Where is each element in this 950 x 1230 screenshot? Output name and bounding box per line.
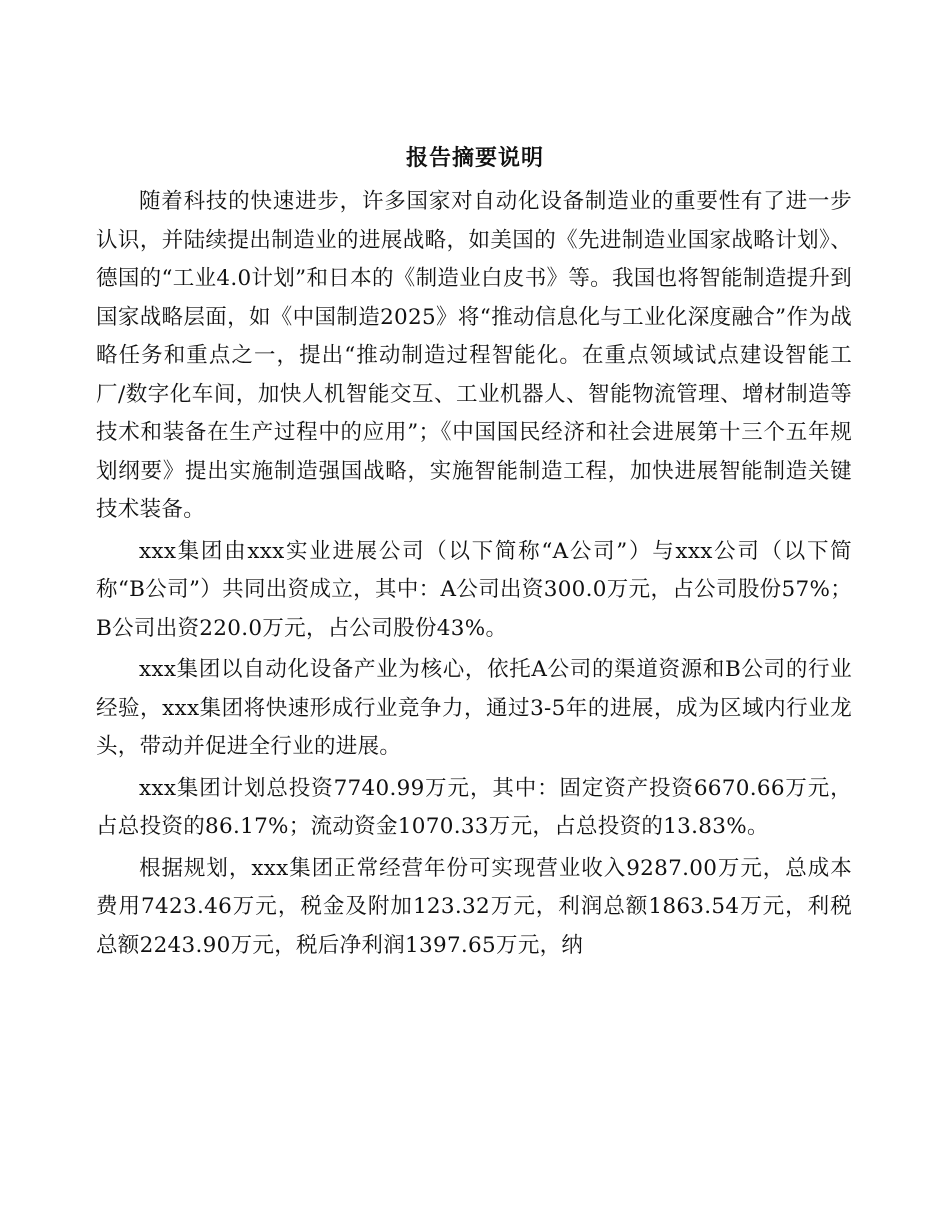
paragraph-strategy: xxx集团以自动化设备产业为核心，依托A公司的渠道资源和B公司的行业经验，xxx集团将快速形成行业竞争力，通过3-5年的进展，成为区域内行业龙头，带动并促进全行业的进展。 — [96, 657, 852, 759]
report-title: 报告摘要说明 — [405, 145, 544, 171]
paragraph-background: 随着科技的快速进步，许多国家对自动化设备制造业的重要性有了进一步认识，并陆续提出制造业的进展战略，如美国的《先进制造业国家战略计划》、德国的“工业4.0计划”和日本的《制造业白皮书》等。我国也将智能制造提升到国家战略层面，如《中国制造2025》将“推动信息化与工业化深度融合”作为战略任务和重点之一，提出“推动制造过程智能化。在重点领域试点建设智能工厂/数字化车间，加快人机智能交互、工业机器人、智能物流管理、增材制造等技术和装备在生产过程中的应用”；《中国国民经济和社会进展第十三个五年规划纲要》提出实施制造强国战略，实施智能制造工程，加快进展智能制造关键技术装备。 — [96, 189, 852, 522]
paragraph-financials: 根据规划，xxx集团正常经营年份可实现营业收入9287.00万元，总成本费用7423.46万元，税金及附加123.32万元，利润总额1863.54万元，利税总额2243.90万元，税后净利润1397.65万元，纳 — [96, 855, 852, 958]
paragraph-ownership: xxx集团由xxx实业进展公司（以下简称“A公司”）与xxx公司（以下简称“B公司”）共同出资成立，其中：A公司出资300.0万元，占公司股份57%；B公司出资220.0万元，占公司股份43%。 — [96, 538, 852, 641]
paragraph-investment: xxx集团计划总投资7740.99万元，其中：固定资产投资6670.66万元，占总投资的86.17%；流动资金1070.33万元，占总投资的13.83%。 — [96, 775, 852, 839]
report-body — [96, 183, 852, 965]
